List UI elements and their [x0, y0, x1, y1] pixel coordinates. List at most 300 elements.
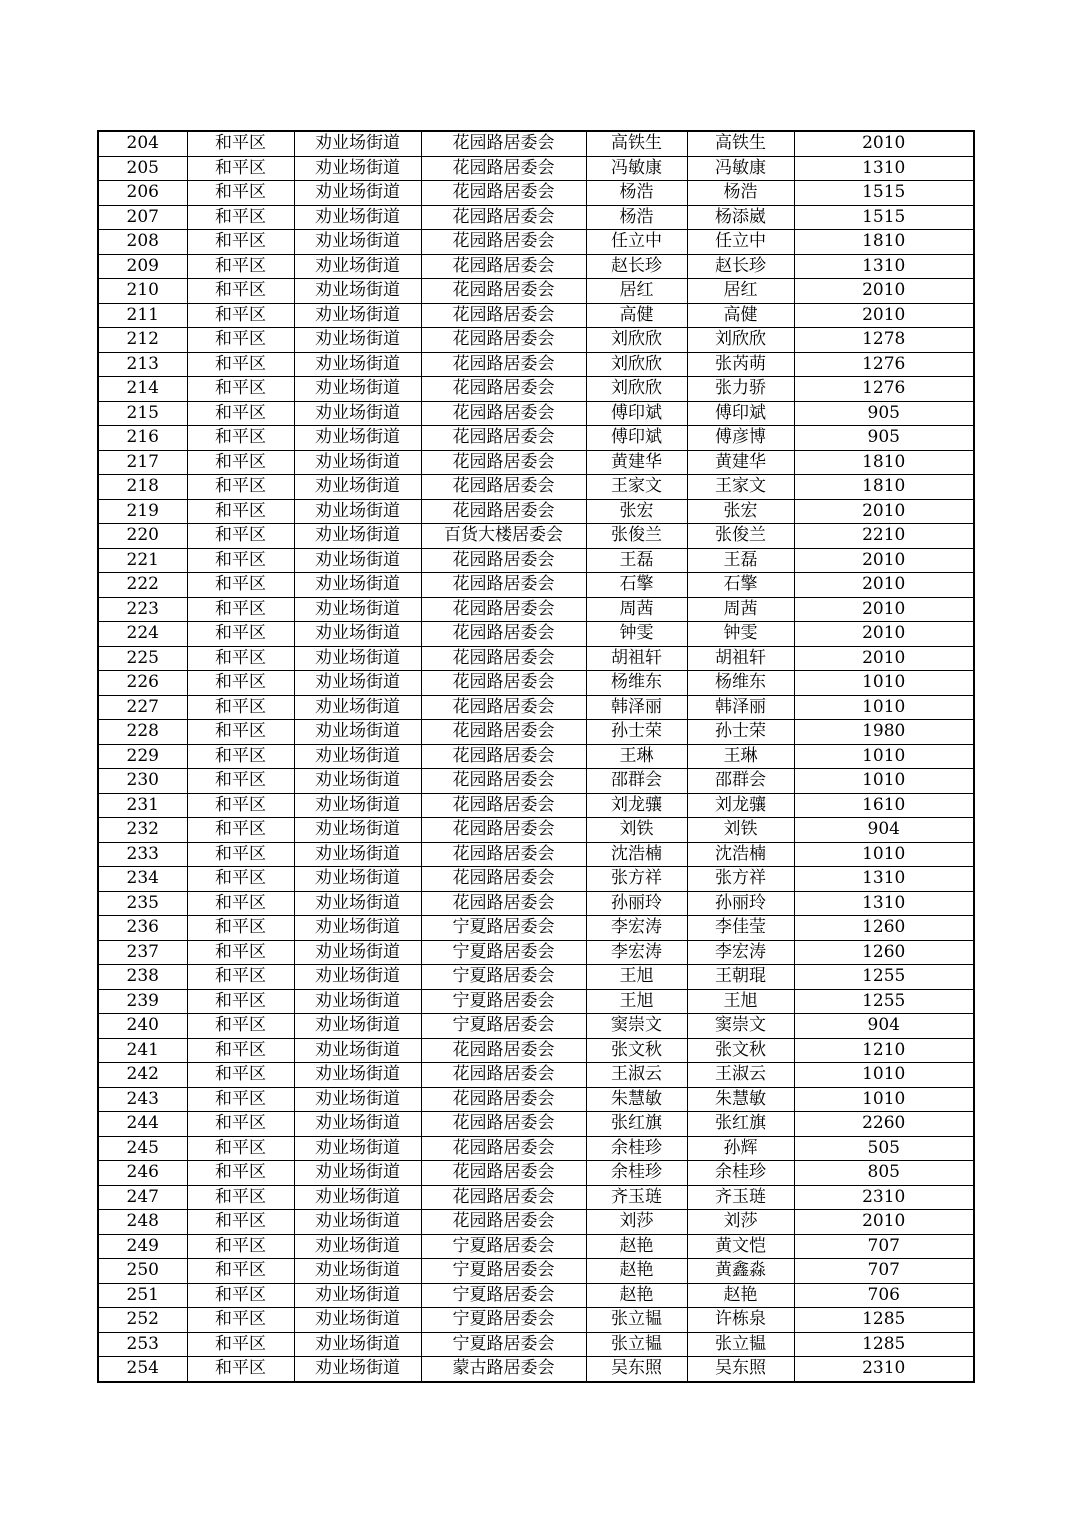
- district-cell: 和平区: [187, 597, 294, 622]
- amount-cell: 1310: [794, 254, 974, 279]
- member-cell: 孙丽玲: [687, 891, 794, 916]
- member-cell: 黄建华: [687, 450, 794, 475]
- member-cell: 钟雯: [687, 622, 794, 647]
- district-cell: 和平区: [187, 940, 294, 965]
- committee-cell: 宁夏路居委会: [421, 1332, 586, 1357]
- table-row: [98, 671, 974, 696]
- row-number-cell: 225: [98, 646, 187, 671]
- subdistrict-cell: 劝业场街道: [294, 989, 421, 1014]
- subdistrict-cell: 劝业场街道: [294, 254, 421, 279]
- table-row: [98, 744, 974, 769]
- row-number-cell: 207: [98, 205, 187, 230]
- district-cell: 和平区: [187, 1038, 294, 1063]
- district-cell: 和平区: [187, 156, 294, 181]
- applicant-cell: 张文秋: [586, 1038, 687, 1063]
- district-cell: 和平区: [187, 279, 294, 304]
- subdistrict-cell: 劝业场街道: [294, 352, 421, 377]
- row-number-cell: 243: [98, 1087, 187, 1112]
- amount-cell: 1285: [794, 1308, 974, 1333]
- member-cell: 张文秋: [687, 1038, 794, 1063]
- amount-cell: 1310: [794, 867, 974, 892]
- member-cell: 王朝琨: [687, 965, 794, 990]
- row-number-cell: 228: [98, 720, 187, 745]
- amount-cell: 1010: [794, 744, 974, 769]
- row-number-cell: 244: [98, 1112, 187, 1137]
- table-row: [98, 622, 974, 647]
- amount-cell: 1810: [794, 230, 974, 255]
- table-row: [98, 254, 974, 279]
- applicant-cell: 刘欣欣: [586, 352, 687, 377]
- member-cell: 孙辉: [687, 1136, 794, 1161]
- district-cell: 和平区: [187, 499, 294, 524]
- district-cell: 和平区: [187, 1063, 294, 1088]
- amount-cell: 1980: [794, 720, 974, 745]
- applicant-cell: 石擎: [586, 573, 687, 598]
- committee-cell: 花园路居委会: [421, 548, 586, 573]
- table-row: [98, 303, 974, 328]
- applicant-cell: 张俊兰: [586, 524, 687, 549]
- subdistrict-cell: 劝业场街道: [294, 1038, 421, 1063]
- committee-cell: 花园路居委会: [421, 769, 586, 794]
- amount-cell: 1515: [794, 205, 974, 230]
- amount-cell: 1010: [794, 769, 974, 794]
- table-row: [98, 793, 974, 818]
- member-cell: 王琳: [687, 744, 794, 769]
- district-cell: 和平区: [187, 1136, 294, 1161]
- member-cell: 张宏: [687, 499, 794, 524]
- applicant-cell: 胡祖轩: [586, 646, 687, 671]
- district-cell: 和平区: [187, 548, 294, 573]
- applicant-cell: 王磊: [586, 548, 687, 573]
- table-row: [98, 1234, 974, 1259]
- district-cell: 和平区: [187, 622, 294, 647]
- amount-cell: 1010: [794, 1087, 974, 1112]
- row-number-cell: 219: [98, 499, 187, 524]
- amount-cell: 706: [794, 1283, 974, 1308]
- committee-cell: 宁夏路居委会: [421, 989, 586, 1014]
- row-number-cell: 235: [98, 891, 187, 916]
- member-cell: 冯敏康: [687, 156, 794, 181]
- table-row: [98, 524, 974, 549]
- applicant-cell: 刘欣欣: [586, 377, 687, 402]
- amount-cell: 1285: [794, 1332, 974, 1357]
- row-number-cell: 242: [98, 1063, 187, 1088]
- table-row: [98, 1063, 974, 1088]
- applicant-cell: 杨维东: [586, 671, 687, 696]
- committee-cell: 花园路居委会: [421, 1112, 586, 1137]
- subdistrict-cell: 劝业场街道: [294, 1210, 421, 1235]
- member-cell: 石擎: [687, 573, 794, 598]
- table-row: [98, 646, 974, 671]
- subdistrict-cell: 劝业场街道: [294, 671, 421, 696]
- row-number-cell: 240: [98, 1014, 187, 1039]
- subdistrict-cell: 劝业场街道: [294, 720, 421, 745]
- district-cell: 和平区: [187, 793, 294, 818]
- member-cell: 傅彦博: [687, 426, 794, 451]
- member-cell: 余桂珍: [687, 1161, 794, 1186]
- row-number-cell: 220: [98, 524, 187, 549]
- row-number-cell: 227: [98, 695, 187, 720]
- subdistrict-cell: 劝业场街道: [294, 181, 421, 206]
- member-cell: 任立中: [687, 230, 794, 255]
- table-row: [98, 1210, 974, 1235]
- committee-cell: 花园路居委会: [421, 1087, 586, 1112]
- subdistrict-cell: 劝业场街道: [294, 1308, 421, 1333]
- member-cell: 刘铁: [687, 818, 794, 843]
- member-cell: 沈浩楠: [687, 842, 794, 867]
- applicant-cell: 刘铁: [586, 818, 687, 843]
- committee-cell: 花园路居委会: [421, 793, 586, 818]
- subdistrict-cell: 劝业场街道: [294, 205, 421, 230]
- applicant-cell: 刘龙骧: [586, 793, 687, 818]
- committee-cell: 花园路居委会: [421, 352, 586, 377]
- committee-cell: 蒙古路居委会: [421, 1357, 586, 1382]
- table-row: [98, 818, 974, 843]
- applicant-cell: 刘莎: [586, 1210, 687, 1235]
- table-row: [98, 156, 974, 181]
- table-row: [98, 131, 974, 156]
- applicant-cell: 余桂珍: [586, 1136, 687, 1161]
- applicant-cell: 王淑云: [586, 1063, 687, 1088]
- row-number-cell: 211: [98, 303, 187, 328]
- amount-cell: 1260: [794, 916, 974, 941]
- row-number-cell: 222: [98, 573, 187, 598]
- applicant-cell: 沈浩楠: [586, 842, 687, 867]
- subdistrict-cell: 劝业场街道: [294, 597, 421, 622]
- district-cell: 和平区: [187, 1185, 294, 1210]
- amount-cell: 904: [794, 1014, 974, 1039]
- district-cell: 和平区: [187, 426, 294, 451]
- committee-cell: 花园路居委会: [421, 230, 586, 255]
- row-number-cell: 252: [98, 1308, 187, 1333]
- amount-cell: 1255: [794, 989, 974, 1014]
- row-number-cell: 229: [98, 744, 187, 769]
- committee-cell: 花园路居委会: [421, 131, 586, 156]
- member-cell: 齐玉琏: [687, 1185, 794, 1210]
- applicant-cell: 冯敏康: [586, 156, 687, 181]
- district-cell: 和平区: [187, 1014, 294, 1039]
- row-number-cell: 216: [98, 426, 187, 451]
- subdistrict-cell: 劝业场街道: [294, 499, 421, 524]
- amount-cell: 1010: [794, 671, 974, 696]
- subdistrict-cell: 劝业场街道: [294, 916, 421, 941]
- district-cell: 和平区: [187, 475, 294, 500]
- row-number-cell: 246: [98, 1161, 187, 1186]
- district-cell: 和平区: [187, 1112, 294, 1137]
- table-row: [98, 475, 974, 500]
- committee-cell: 花园路居委会: [421, 1185, 586, 1210]
- amount-cell: 2010: [794, 597, 974, 622]
- applicant-cell: 钟雯: [586, 622, 687, 647]
- member-cell: 黄文恺: [687, 1234, 794, 1259]
- committee-cell: 宁夏路居委会: [421, 1234, 586, 1259]
- committee-cell: 花园路居委会: [421, 720, 586, 745]
- member-cell: 赵艳: [687, 1283, 794, 1308]
- committee-cell: 宁夏路居委会: [421, 965, 586, 990]
- subdistrict-cell: 劝业场街道: [294, 1234, 421, 1259]
- committee-cell: 花园路居委会: [421, 156, 586, 181]
- row-number-cell: 214: [98, 377, 187, 402]
- committee-cell: 花园路居委会: [421, 426, 586, 451]
- subdistrict-cell: 劝业场街道: [294, 1185, 421, 1210]
- district-cell: 和平区: [187, 720, 294, 745]
- member-cell: 刘龙骧: [687, 793, 794, 818]
- table-row: [98, 891, 974, 916]
- committee-cell: 花园路居委会: [421, 254, 586, 279]
- row-number-cell: 250: [98, 1259, 187, 1284]
- committee-cell: 花园路居委会: [421, 622, 586, 647]
- row-number-cell: 245: [98, 1136, 187, 1161]
- district-cell: 和平区: [187, 1259, 294, 1284]
- amount-cell: 1255: [794, 965, 974, 990]
- applicant-cell: 齐玉琏: [586, 1185, 687, 1210]
- member-cell: 王家文: [687, 475, 794, 500]
- row-number-cell: 233: [98, 842, 187, 867]
- applicant-cell: 杨浩: [586, 205, 687, 230]
- table-row: [98, 1038, 974, 1063]
- subdistrict-cell: 劝业场街道: [294, 793, 421, 818]
- committee-cell: 花园路居委会: [421, 328, 586, 353]
- table-row: [98, 1357, 974, 1382]
- member-cell: 赵长珍: [687, 254, 794, 279]
- table-row: [98, 842, 974, 867]
- applicant-cell: 王旭: [586, 989, 687, 1014]
- applicant-cell: 张方祥: [586, 867, 687, 892]
- subdistrict-cell: 劝业场街道: [294, 548, 421, 573]
- amount-cell: 2010: [794, 573, 974, 598]
- district-cell: 和平区: [187, 891, 294, 916]
- applicant-cell: 黄建华: [586, 450, 687, 475]
- member-cell: 邵群会: [687, 769, 794, 794]
- row-number-cell: 230: [98, 769, 187, 794]
- member-cell: 黄鑫淼: [687, 1259, 794, 1284]
- row-number-cell: 249: [98, 1234, 187, 1259]
- subdistrict-cell: 劝业场街道: [294, 450, 421, 475]
- table-row: [98, 450, 974, 475]
- amount-cell: 1610: [794, 793, 974, 818]
- row-number-cell: 231: [98, 793, 187, 818]
- row-number-cell: 218: [98, 475, 187, 500]
- member-cell: 张芮萌: [687, 352, 794, 377]
- subdistrict-cell: 劝业场街道: [294, 965, 421, 990]
- applicant-cell: 王琳: [586, 744, 687, 769]
- district-cell: 和平区: [187, 524, 294, 549]
- district-cell: 和平区: [187, 744, 294, 769]
- row-number-cell: 224: [98, 622, 187, 647]
- table-row: [98, 401, 974, 426]
- member-cell: 孙士荣: [687, 720, 794, 745]
- applicant-cell: 朱慧敏: [586, 1087, 687, 1112]
- amount-cell: 1210: [794, 1038, 974, 1063]
- table-row: [98, 1332, 974, 1357]
- row-number-cell: 247: [98, 1185, 187, 1210]
- amount-cell: 2010: [794, 303, 974, 328]
- table-row: [98, 1087, 974, 1112]
- subdistrict-cell: 劝业场街道: [294, 1063, 421, 1088]
- member-cell: 周茜: [687, 597, 794, 622]
- table-row: [98, 1014, 974, 1039]
- row-number-cell: 215: [98, 401, 187, 426]
- data-table: [97, 130, 975, 1383]
- row-number-cell: 248: [98, 1210, 187, 1235]
- subdistrict-cell: 劝业场街道: [294, 131, 421, 156]
- member-cell: 张方祥: [687, 867, 794, 892]
- applicant-cell: 傅印斌: [586, 426, 687, 451]
- amount-cell: 1010: [794, 695, 974, 720]
- district-cell: 和平区: [187, 769, 294, 794]
- subdistrict-cell: 劝业场街道: [294, 1112, 421, 1137]
- subdistrict-cell: 劝业场街道: [294, 1087, 421, 1112]
- table-row: [98, 1259, 974, 1284]
- committee-cell: 花园路居委会: [421, 205, 586, 230]
- committee-cell: 花园路居委会: [421, 744, 586, 769]
- applicant-cell: 张红旗: [586, 1112, 687, 1137]
- committee-cell: 花园路居委会: [421, 1136, 586, 1161]
- district-cell: 和平区: [187, 230, 294, 255]
- committee-cell: 花园路居委会: [421, 867, 586, 892]
- amount-cell: 1010: [794, 842, 974, 867]
- subdistrict-cell: 劝业场街道: [294, 156, 421, 181]
- amount-cell: 2310: [794, 1185, 974, 1210]
- district-cell: 和平区: [187, 695, 294, 720]
- row-number-cell: 221: [98, 548, 187, 573]
- committee-cell: 花园路居委会: [421, 1063, 586, 1088]
- applicant-cell: 杨浩: [586, 181, 687, 206]
- row-number-cell: 254: [98, 1357, 187, 1382]
- amount-cell: 505: [794, 1136, 974, 1161]
- committee-cell: 花园路居委会: [421, 401, 586, 426]
- member-cell: 刘欣欣: [687, 328, 794, 353]
- row-number-cell: 208: [98, 230, 187, 255]
- amount-cell: 2010: [794, 622, 974, 647]
- subdistrict-cell: 劝业场街道: [294, 475, 421, 500]
- applicant-cell: 窦崇文: [586, 1014, 687, 1039]
- row-number-cell: 217: [98, 450, 187, 475]
- district-cell: 和平区: [187, 818, 294, 843]
- table-row: [98, 377, 974, 402]
- committee-cell: 宁夏路居委会: [421, 1014, 586, 1039]
- district-cell: 和平区: [187, 573, 294, 598]
- subdistrict-cell: 劝业场街道: [294, 891, 421, 916]
- amount-cell: 1810: [794, 475, 974, 500]
- row-number-cell: 251: [98, 1283, 187, 1308]
- table-row: [98, 1308, 974, 1333]
- subdistrict-cell: 劝业场街道: [294, 377, 421, 402]
- table-row: [98, 573, 974, 598]
- applicant-cell: 居红: [586, 279, 687, 304]
- subdistrict-cell: 劝业场街道: [294, 573, 421, 598]
- subdistrict-cell: 劝业场街道: [294, 524, 421, 549]
- committee-cell: 宁夏路居委会: [421, 940, 586, 965]
- amount-cell: 2210: [794, 524, 974, 549]
- member-cell: 张立韫: [687, 1332, 794, 1357]
- applicant-cell: 高铁生: [586, 131, 687, 156]
- amount-cell: 905: [794, 426, 974, 451]
- district-cell: 和平区: [187, 646, 294, 671]
- district-cell: 和平区: [187, 1210, 294, 1235]
- amount-cell: 2010: [794, 279, 974, 304]
- member-cell: 窦崇文: [687, 1014, 794, 1039]
- subdistrict-cell: 劝业场街道: [294, 1014, 421, 1039]
- district-cell: 和平区: [187, 1234, 294, 1259]
- member-cell: 杨浩: [687, 181, 794, 206]
- committee-cell: 花园路居委会: [421, 573, 586, 598]
- subdistrict-cell: 劝业场街道: [294, 695, 421, 720]
- applicant-cell: 赵长珍: [586, 254, 687, 279]
- member-cell: 居红: [687, 279, 794, 304]
- row-number-cell: 239: [98, 989, 187, 1014]
- row-number-cell: 236: [98, 916, 187, 941]
- table-row: [98, 328, 974, 353]
- subdistrict-cell: 劝业场街道: [294, 1136, 421, 1161]
- committee-cell: 花园路居委会: [421, 377, 586, 402]
- table-row: [98, 205, 974, 230]
- amount-cell: 707: [794, 1259, 974, 1284]
- subdistrict-cell: 劝业场街道: [294, 328, 421, 353]
- district-cell: 和平区: [187, 303, 294, 328]
- member-cell: 傅印斌: [687, 401, 794, 426]
- member-cell: 张红旗: [687, 1112, 794, 1137]
- committee-cell: 花园路居委会: [421, 499, 586, 524]
- member-cell: 李宏涛: [687, 940, 794, 965]
- committee-cell: 花园路居委会: [421, 450, 586, 475]
- district-cell: 和平区: [187, 1161, 294, 1186]
- row-number-cell: 213: [98, 352, 187, 377]
- committee-cell: 花园路居委会: [421, 181, 586, 206]
- row-number-cell: 253: [98, 1332, 187, 1357]
- district-cell: 和平区: [187, 1308, 294, 1333]
- subdistrict-cell: 劝业场街道: [294, 622, 421, 647]
- member-cell: 胡祖轩: [687, 646, 794, 671]
- applicant-cell: 张立韫: [586, 1332, 687, 1357]
- subdistrict-cell: 劝业场街道: [294, 279, 421, 304]
- table-row: [98, 916, 974, 941]
- amount-cell: 2010: [794, 548, 974, 573]
- committee-cell: 宁夏路居委会: [421, 916, 586, 941]
- district-cell: 和平区: [187, 328, 294, 353]
- amount-cell: 1260: [794, 940, 974, 965]
- applicant-cell: 赵艳: [586, 1259, 687, 1284]
- committee-cell: 花园路居委会: [421, 646, 586, 671]
- amount-cell: 707: [794, 1234, 974, 1259]
- subdistrict-cell: 劝业场街道: [294, 769, 421, 794]
- district-cell: 和平区: [187, 1087, 294, 1112]
- applicant-cell: 周茜: [586, 597, 687, 622]
- applicant-cell: 李宏涛: [586, 916, 687, 941]
- district-cell: 和平区: [187, 867, 294, 892]
- applicant-cell: 李宏涛: [586, 940, 687, 965]
- row-number-cell: 226: [98, 671, 187, 696]
- committee-cell: 花园路居委会: [421, 891, 586, 916]
- committee-cell: 花园路居委会: [421, 279, 586, 304]
- applicant-cell: 张宏: [586, 499, 687, 524]
- row-number-cell: 204: [98, 131, 187, 156]
- row-number-cell: 209: [98, 254, 187, 279]
- subdistrict-cell: 劝业场街道: [294, 940, 421, 965]
- row-number-cell: 241: [98, 1038, 187, 1063]
- amount-cell: 2260: [794, 1112, 974, 1137]
- district-cell: 和平区: [187, 1357, 294, 1382]
- row-number-cell: 206: [98, 181, 187, 206]
- table-row: [98, 181, 974, 206]
- applicant-cell: 刘欣欣: [586, 328, 687, 353]
- amount-cell: 1310: [794, 156, 974, 181]
- table-row: [98, 1161, 974, 1186]
- subdistrict-cell: 劝业场街道: [294, 230, 421, 255]
- applicant-cell: 王家文: [586, 475, 687, 500]
- committee-cell: 宁夏路居委会: [421, 1308, 586, 1333]
- applicant-cell: 余桂珍: [586, 1161, 687, 1186]
